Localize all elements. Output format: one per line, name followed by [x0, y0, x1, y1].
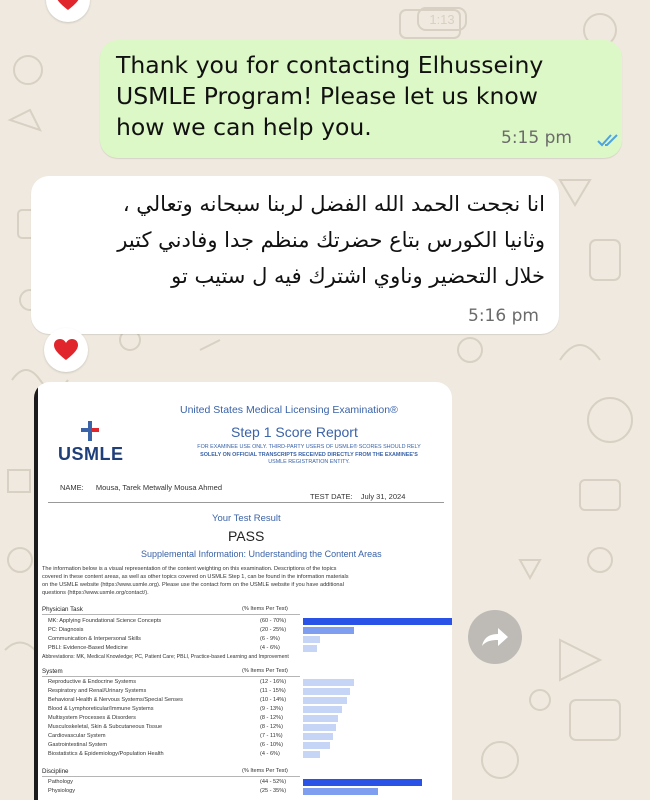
message-line: USMLE Program! Please let us know — [116, 82, 538, 110]
message-line: how we can help you. — [116, 113, 372, 141]
incoming-message[interactable] — [31, 176, 559, 334]
section-system: System — [42, 668, 63, 675]
heart-icon — [53, 338, 79, 362]
row-range: (20 - 25%) — [260, 627, 287, 633]
row-label: Blood & Lymphoreticular/Immune Systems — [48, 706, 154, 712]
row-label: MK: Applying Foundational Science Concepts — [48, 618, 162, 624]
name-label: NAME: — [60, 483, 84, 492]
row-label: Reproductive & Endocrine Systems — [48, 679, 136, 685]
message-time: 5:16 pm — [468, 306, 539, 326]
usmle-logo-text: USMLE — [58, 444, 124, 464]
usmle-logo-icon — [80, 420, 100, 442]
row-range: (9 - 13%) — [260, 706, 284, 712]
report-title: Step 1 Score Report — [231, 424, 358, 440]
bar-pbli — [303, 645, 317, 652]
message-line: خلال التحضير وناوي اشترك فيه ل ستيب تو — [171, 264, 545, 288]
info-line: covered in these content areas, as well as other topics covered on USMLE Step 1, can be found in the information materials — [42, 574, 349, 580]
date-label: TEST DATE: — [310, 492, 353, 501]
bar-system — [303, 724, 336, 731]
examinee-name: Mousa, Tarek Metwally Mousa Ahmed — [95, 483, 223, 492]
row-range: (10 - 14%) — [260, 697, 287, 703]
double-check-read-icon — [596, 132, 622, 148]
reaction-heart[interactable] — [44, 328, 88, 372]
name-row — [60, 483, 222, 492]
rule — [42, 676, 300, 677]
row-range: (60 - 70%) — [260, 618, 287, 624]
score-report-document — [34, 382, 452, 800]
row-label: Physiology — [48, 788, 76, 794]
row-range: (44 - 52%) — [260, 779, 287, 785]
notice-line: SOLELY ON OFFICIAL TRANSCRIPTS RECEIVED DIRECTLY FROM THE EXAMINEE'S — [200, 451, 418, 458]
section-discipline: Discipline — [42, 768, 69, 775]
row-range: (4 - 6%) — [260, 751, 280, 757]
info-line: The information below is a visual representation of the content weighting on this examination. Descriptions of the topics — [42, 566, 337, 572]
info-line: questions (https://www.usmle.org/contact/). — [42, 590, 149, 596]
abbreviations-footnote: Abbreviations: MK, Medical Knowledge; PC, Patient Care; PBLI, Practice-based Learning and Improvement — [42, 654, 289, 660]
message-line: انا نجحت الحمد الله الفضل لربنا سبحانه وتعالي ، — [122, 192, 545, 216]
bar-system — [303, 715, 338, 722]
forward-arrow-icon — [480, 626, 510, 648]
image-message-score-report[interactable] — [34, 382, 452, 800]
bar-system — [303, 742, 330, 749]
bar-system — [303, 706, 342, 713]
row-range: (8 - 12%) — [260, 724, 284, 730]
result-heading: Your Test Result — [212, 513, 281, 524]
row-label: Behavioral Health & Nervous Systems/Special Senses — [48, 697, 183, 703]
rule — [42, 614, 300, 615]
bar-system — [303, 733, 333, 740]
outgoing-message[interactable] — [100, 40, 622, 158]
info-line: on the USMLE website (https://www.usmle.org). Please use the contact form on the USMLE website if you have additional — [42, 582, 344, 588]
row-label: Cardiovascular System — [48, 733, 106, 739]
section-physician-task: Physician Task — [42, 606, 83, 613]
bar-pathology — [303, 779, 422, 786]
bar-system — [303, 688, 350, 695]
row-range: (6 - 9%) — [260, 636, 280, 642]
supplemental-heading: Supplemental Information: Understanding the Content Areas — [141, 549, 382, 559]
row-range: (8 - 12%) — [260, 715, 284, 721]
bar-system — [303, 751, 320, 758]
test-date: July 31, 2024 — [360, 492, 406, 501]
notice — [174, 444, 444, 467]
row-label: Biostatistics & Epidemiology/Population Health — [48, 751, 164, 757]
row-label: Communication & Interpersonal Skills — [48, 636, 141, 642]
message-line: وثانيا الكورس بتاع حضرتك منظم جدا وفادني كتير — [117, 228, 545, 252]
row-label: Respiratory and Renal/Urinary Systems — [48, 688, 147, 694]
heart-icon — [55, 0, 81, 12]
divider — [48, 502, 444, 503]
message-text — [35, 186, 545, 294]
notice-line: USMLE REGISTRATION ENTITY. — [268, 459, 350, 465]
row-range: (6 - 10%) — [260, 742, 284, 748]
row-label: PBLI: Evidence-Based Medicine — [48, 645, 128, 651]
bar-system — [303, 679, 354, 686]
rule — [42, 776, 300, 777]
row-range: (25 - 35%) — [260, 788, 287, 794]
row-range: (4 - 6%) — [260, 645, 280, 651]
result-pass: PASS — [228, 528, 265, 544]
bar-physiology — [303, 788, 378, 795]
row-label: Pathology — [48, 779, 73, 785]
row-label: Multisystem Processes & Disorders — [48, 715, 136, 721]
row-label: Gastrointestinal System — [48, 742, 108, 748]
message-line: Thank you for contacting Elhusseiny — [116, 51, 544, 79]
message-text — [116, 50, 543, 143]
row-label: Musculoskeletal, Skin & Subcutaneous Tissue — [48, 724, 163, 730]
row-range: (12 - 16%) — [260, 679, 287, 685]
bar-system — [303, 697, 347, 704]
row-range: (11 - 15%) — [260, 688, 286, 694]
svg-text:1:13: 1:13 — [429, 12, 455, 27]
pct-header: (% Items Per Test) — [242, 606, 288, 612]
date-row — [310, 492, 405, 501]
bar-mk — [303, 618, 452, 625]
forward-button[interactable] — [468, 610, 522, 664]
org-title: United States Medical Licensing Examination® — [180, 404, 398, 416]
row-label: PC: Diagnosis — [48, 627, 84, 633]
pct-header: (% Items Per Test) — [242, 768, 288, 774]
notice-line: FOR EXAMINEE USE ONLY. THIRD-PARTY USERS OF USMLE® SCORES SHOULD RELY — [197, 444, 421, 450]
pct-header: (% Items Per Test) — [242, 668, 288, 674]
info-paragraph — [42, 565, 452, 597]
bar-pc-diagnosis — [303, 627, 354, 634]
bar-communication — [303, 636, 320, 643]
message-time: 5:15 pm — [501, 128, 572, 148]
row-range: (7 - 11%) — [260, 733, 283, 739]
